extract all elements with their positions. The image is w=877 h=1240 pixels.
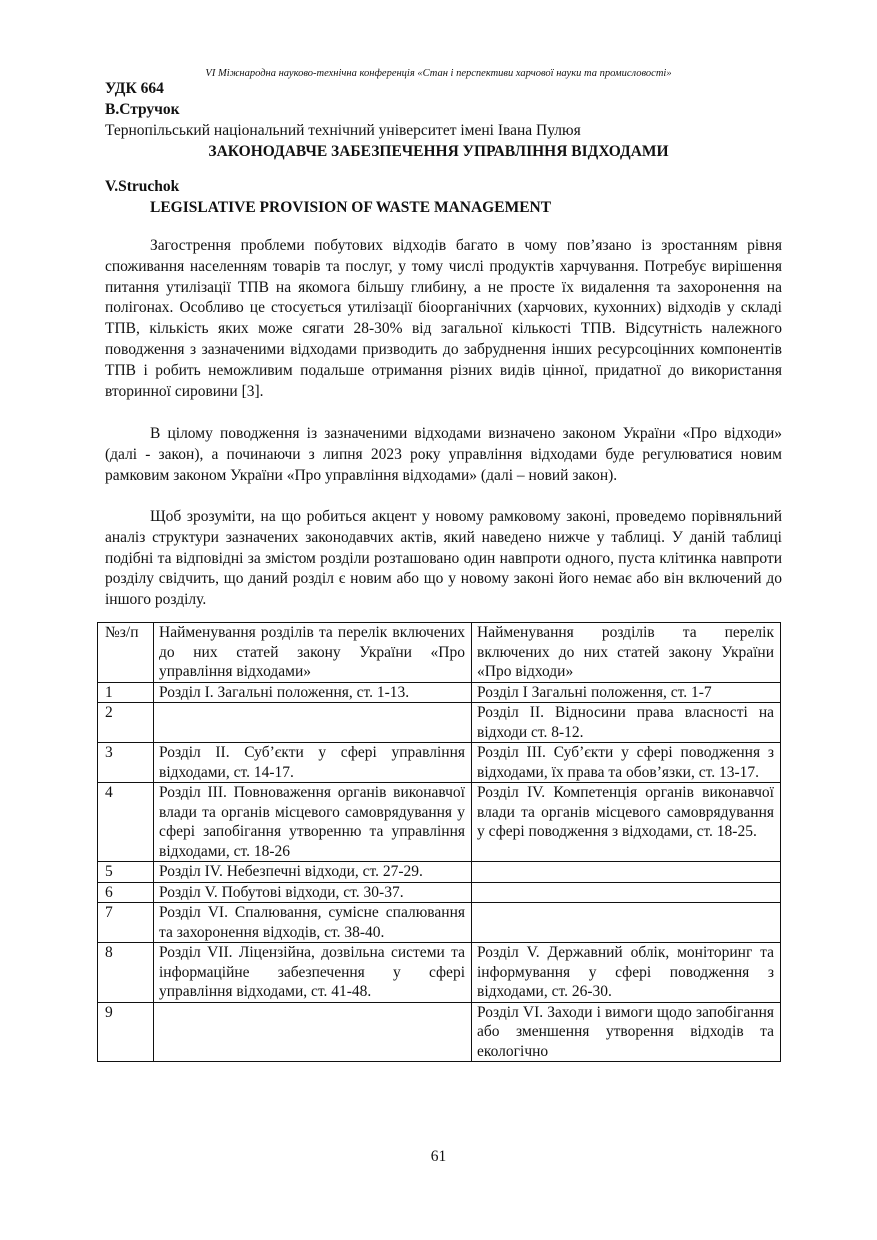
table-row: [98, 682, 781, 703]
table-cell: Розділ II. Суб’єкти у сфері управління відходами, ст. 14-17.: [154, 743, 472, 783]
table-cell: [472, 903, 781, 943]
table-cell: 8: [98, 943, 154, 1003]
table-cell: Розділ III. Суб’єкти у сфері поводження з відходами, їх права та обов’язки, ст. 13-17.: [472, 743, 781, 783]
table-cell: [472, 882, 781, 903]
table-cell: 4: [98, 783, 154, 862]
table-row: [98, 903, 781, 943]
title-en: LEGISLATIVE PROVISION OF WASTE MANAGEMENT: [150, 199, 552, 216]
table-header-row: [98, 623, 781, 683]
table-cell: Розділ IV. Небезпечні відходи, ст. 27-29.: [154, 862, 472, 883]
table-row: [98, 743, 781, 783]
title-ua: ЗАКОНОДАВЧЕ ЗАБЕЗПЕЧЕННЯ УПРАВЛІННЯ ВІДХОДАМИ: [208, 143, 669, 160]
comparison-table: [97, 622, 781, 1062]
table-header-cell: №з/п: [98, 623, 154, 683]
table-cell: 3: [98, 743, 154, 783]
page-number: 61: [430, 1148, 447, 1165]
author-ua: В.Стручок: [105, 101, 180, 118]
paragraph-2: В цілому поводження із зазначеними відходами визначено законом України «Про відходи» (далі - закон), а починаючи з липня 2023 року управління відходами буде регулюватися новим рамковим законом України «Про управління відходами» (далі – новий закон).: [105, 425, 782, 484]
affiliation: Тернопільський національний технічний університет імені Івана Пулюя: [105, 122, 581, 139]
paragraph-3: Щоб зрозуміти, на що робиться акцент у новому рамковому законі, проведемо порівняльний аналіз структури зазначених законодавчих актів, який наведено нижче у таблиці. У даній таблиці подібні та відповідні за змістом розділи розташовано один навпроти одного, пуста клітинка навпроти розділу свідчить, що даний розділ є новим або що у новому законі його немає або він включений до іншого розділу.: [105, 508, 782, 609]
table-cell: [154, 703, 472, 743]
table-row: [98, 703, 781, 743]
table-cell: Розділ I Загальні положення, ст. 1-7: [472, 682, 781, 703]
table-cell: 7: [98, 903, 154, 943]
table-header-cell: Найменування розділів та перелік включених до них статей закону України «Про управління відходами»: [154, 623, 472, 683]
table-row: [98, 882, 781, 903]
table-cell: Розділ V. Державний облік, моніторинг та інформування у сфері поводження з відходами, ст. 26-30.: [472, 943, 781, 1003]
table-cell: 5: [98, 862, 154, 883]
table-cell: 6: [98, 882, 154, 903]
table-cell: Розділ VI. Заходи і вимоги щодо запобігання або зменшення утворення відходів та екологічно: [472, 1002, 781, 1062]
table-cell: Розділ VI. Спалювання, сумісне спалювання та захоронення відходів, ст. 38-40.: [154, 903, 472, 943]
conference-header: VI Міжнародна науково-технічна конференція «Стан і перспективи харчової науки та промисловості»: [205, 68, 672, 79]
paragraph-1: Загострення проблеми побутових відходів багато в чому пов’язано із зростанням рівня споживання населенням товарів та послуг, у тому числі продуктів харчування. Потребує вирішення питання утилізації ТПВ на якомога більшу глибину, а не просте їх видалення та захоронення на полігонах. Особливо це стосується утилізації біоорганічних (харчових, кухонних) відходів у складі ТПВ, кількість яких може сягати 28-30% від загальної кількості ТПВ. Відсутність належного поводження з зазначеними відходами призводить до забруднення інших ресурсоцінних компонентів ТПВ і робить неможливим подальше отримання різних видів цінної, придатної до використання вторинної сировини [3].: [105, 237, 782, 400]
table-row: [98, 1002, 781, 1062]
table-cell: [472, 862, 781, 883]
table-header-cell: Найменування розділів та перелік включених до них статей закону України «Про відходи»: [472, 623, 781, 683]
udk-code: УДК 664: [105, 80, 164, 97]
table-cell: [154, 1002, 472, 1062]
table-cell: Розділ I. Загальні положення, ст. 1-13.: [154, 682, 472, 703]
table-cell: Розділ V. Побутові відходи, ст. 30-37.: [154, 882, 472, 903]
table-cell: Розділ VII. Ліцензійна, дозвільна системи та інформаційне забезпечення у сфері управління відходами, ст. 41-48.: [154, 943, 472, 1003]
table-cell: Розділ IV. Компетенція органів виконавчої влади та органів місцевого самоврядування у сфері поводження з відходами, ст. 18-25.: [472, 783, 781, 862]
table-cell: 1: [98, 682, 154, 703]
author-en: V.Struchok: [105, 178, 180, 195]
table-row: [98, 783, 781, 862]
table-cell: 9: [98, 1002, 154, 1062]
table-cell: Розділ III. Повноваження органів виконавчої влади та органів місцевого самоврядування у сфері запобігання утворенню та управління відходами, ст. 18-26: [154, 783, 472, 862]
table-row: [98, 862, 781, 883]
table-cell: 2: [98, 703, 154, 743]
table-cell: Розділ II. Відносини права власності на відходи ст. 8-12.: [472, 703, 781, 743]
table-row: [98, 943, 781, 1003]
